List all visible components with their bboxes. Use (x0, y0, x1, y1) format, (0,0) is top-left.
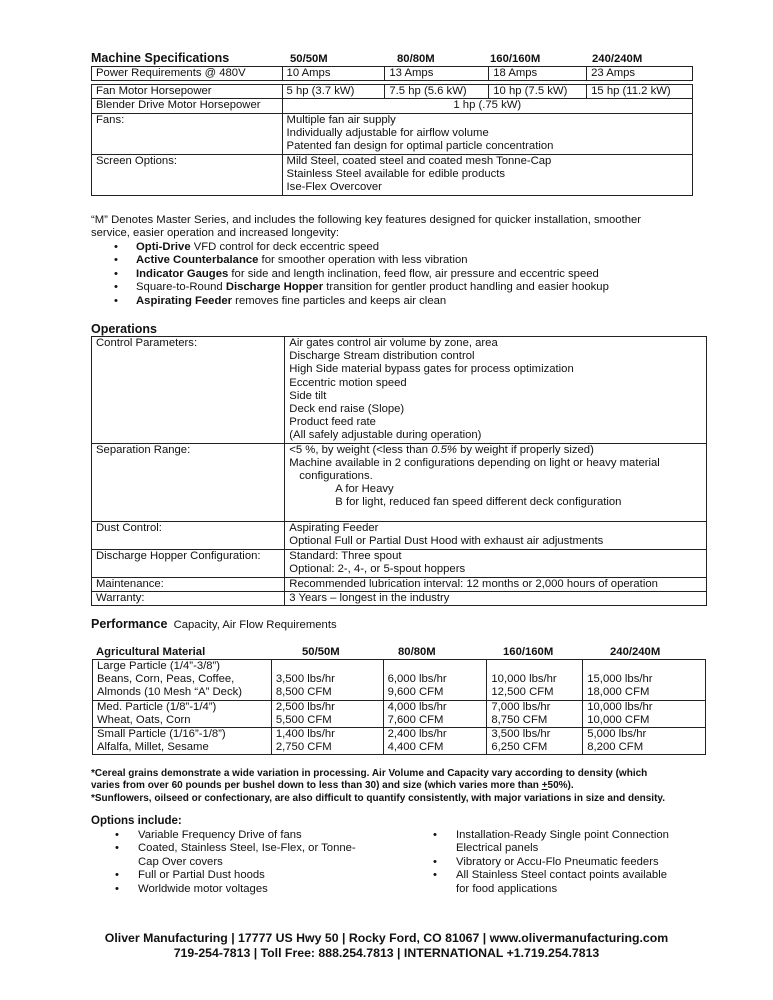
table-row (92, 577, 707, 591)
capacity-value: 3,500 lbs/hr (275, 673, 335, 686)
material-line: Med. Particle (1/8”-1/4”) (97, 700, 217, 713)
machine-col-160: 160/160M (490, 53, 541, 65)
list-item: • Vibratory or Accu-Flo Pneumatic feeders (409, 856, 669, 869)
options-list-right (409, 829, 669, 896)
capacity-value: 6,000 lbs/hr (387, 673, 447, 686)
warranty-value: 3 Years – longest in the industry (285, 591, 707, 605)
machine-col-50: 50/50M (290, 53, 328, 65)
table-row (92, 591, 707, 605)
operations-table (91, 336, 707, 606)
operations-heading: Operations (91, 322, 157, 336)
table-row (93, 728, 706, 755)
capacity-value: 10,000 lbs/hr (587, 700, 653, 713)
performance-heading: Performance (91, 617, 168, 631)
list-item: • All Stainless Steel contact points available (409, 869, 669, 882)
options-heading: Options include: (91, 815, 182, 827)
control-line: Discharge Stream distribution control (289, 350, 475, 363)
power-label: Power Requirements @ 480V (92, 67, 283, 81)
separation-line: <5 %, by weight (<less than 0.5% by weight if properly sized) (289, 443, 594, 456)
control-line: Air gates control air volume by zone, area (289, 337, 498, 349)
performance-subheading: Capacity, Air Flow Requirements (173, 619, 337, 631)
material-line: Wheat, Oats, Corn (97, 713, 191, 726)
fan-240: 15 hp (11.2 kW) (587, 85, 693, 99)
hopper-label: Discharge Hopper Configuration: (92, 549, 285, 577)
table-row (92, 154, 693, 195)
master-intro-line: service, easier operation and increased longevity: (91, 227, 340, 240)
fan-160: 10 hp (7.5 kW) (489, 85, 587, 99)
maint-value: Recommended lubrication interval: 12 months or 2,000 hours of operation (285, 577, 707, 591)
airflow-value: 5,500 CFM (275, 713, 332, 726)
control-line: Eccentric motion speed (289, 376, 407, 389)
master-intro-line: “M” Denotes Master Series, and includes the following key features designed for quicker installation, smoother (91, 214, 642, 226)
fans-line: Individually adjustable for airflow volume (286, 126, 489, 139)
maint-label: Maintenance: (92, 577, 285, 591)
master-intro (91, 214, 641, 241)
capacity-value: 3,500 lbs/hr (491, 728, 551, 741)
performance-heading-row (91, 617, 337, 631)
control-line: (All safely adjustable during operation) (289, 429, 482, 442)
fans-line: Multiple fan air supply (286, 113, 396, 126)
list-item: • Installation-Ready Single point Connection (409, 829, 669, 842)
footer-phone: 719-254-7813 | Toll Free: 888.254.7813 | INTERNATIONAL +1.719.254.7813 (173, 946, 600, 960)
list-item: • Opti-Drive VFD control for deck eccentric speed (91, 241, 609, 254)
list-item: for food applications (456, 882, 558, 895)
table-row (92, 337, 707, 444)
dust-line: Aspirating Feeder (289, 521, 379, 534)
perf-col-50: 50/50M (302, 646, 340, 658)
screen-line: Ise-Flex Overcover (286, 181, 382, 194)
table-row (92, 67, 693, 81)
separation-line: B for light, reduced fan speed different deck configuration (335, 496, 622, 509)
warranty-label: Warranty: (92, 591, 285, 605)
material-line: Almonds (10 Mesh “A” Deck) (97, 686, 243, 699)
note-line: *Cereal grains demonstrate a wide variation in processing. Air Volume and Capacity vary according to density (which (91, 768, 648, 779)
control-line: Deck end raise (Slope) (289, 403, 405, 416)
screen-label: Screen Options: (92, 154, 283, 195)
fan-50: 5 hp (3.7 kW) (282, 85, 385, 99)
airflow-value: 7,600 CFM (387, 713, 444, 726)
dust-line: Optional Full or Partial Dust Hood with exhaust air adjustments (289, 534, 604, 547)
capacity-value: 15,000 lbs/hr (587, 673, 653, 686)
power-240: 23 Amps (587, 67, 693, 81)
separation-line: Machine available in 2 configurations depending on light or heavy material (289, 456, 660, 469)
list-item: • Coated, Stainless Steel, Ise-Flex, or Tonne- (91, 842, 356, 855)
blender-value: 1 hp (.75 kW) (282, 99, 692, 113)
blender-label: Blender Drive Motor Horsepower (92, 99, 283, 113)
material-line: Small Particle (1/16”-1/8”) (97, 728, 226, 741)
table-row (92, 549, 707, 577)
separation-line: configurations. (299, 470, 373, 483)
airflow-value: 18,000 CFM (587, 686, 650, 699)
perf-col-80: 80/80M (398, 646, 436, 658)
performance-table (92, 659, 706, 755)
capacity-value: 2,400 lbs/hr (387, 728, 447, 741)
fan-label: Fan Motor Horsepower (92, 85, 283, 99)
hopper-line: Optional: 2-, 4-, or 5-spout hoppers (289, 562, 466, 575)
list-item: • Active Counterbalance for smoother operation with less vibration (91, 254, 609, 267)
separation-label: Separation Range: (92, 443, 285, 521)
control-line: Side tilt (289, 389, 327, 402)
dust-label: Dust Control: (92, 521, 285, 549)
separation-line: A for Heavy (335, 483, 394, 496)
fan-80: 7.5 hp (5.6 kW) (385, 85, 489, 99)
list-item: Electrical panels (456, 842, 539, 855)
control-line: Product feed rate (289, 416, 376, 429)
table-row (92, 113, 693, 154)
screen-line: Mild Steel, coated steel and coated mesh Tonne-Cap (286, 154, 552, 167)
power-50: 10 Amps (282, 67, 385, 81)
airflow-value: 8,200 CFM (587, 741, 644, 754)
hopper-line: Standard: Three spout (289, 549, 402, 562)
machine-specs-heading: Machine Specifications (91, 51, 230, 65)
airflow-value: 12,500 CFM (491, 686, 554, 699)
material-line: Large Particle (1/4”-3/8”) (97, 660, 221, 672)
master-feature-list (91, 241, 609, 308)
capacity-value: 2,500 lbs/hr (275, 700, 335, 713)
fans-label: Fans: (92, 113, 283, 154)
machine-col-240: 240/240M (592, 53, 643, 65)
airflow-value: 2,750 CFM (275, 741, 332, 754)
material-header: Agricultural Material (96, 646, 206, 658)
machine-col-80: 80/80M (397, 53, 435, 65)
table-row (93, 700, 706, 727)
airflow-value: 6,250 CFM (491, 741, 548, 754)
fans-line: Patented fan design for optimal particle concentration (286, 140, 554, 153)
airflow-value: 8,750 CFM (491, 713, 548, 726)
material-line: Beans, Corn, Peas, Coffee, (97, 673, 235, 686)
note-line: varies from over 60 pounds per bushel down to less than 30) and size (which varies more than +50%). (91, 780, 574, 792)
airflow-value: 9,600 CFM (387, 686, 444, 699)
footer-address: Oliver Manufacturing | 17777 US Hwy 50 | Rocky Ford, CO 81067 | www.olivermanufacturing.com (104, 931, 669, 945)
list-item: • Square-to-Round Discharge Hopper transition for gentler product handling and easier hookup (91, 281, 609, 294)
list-item: • Indicator Gauges for side and length inclination, feed flow, air pressure and eccentric speed (91, 268, 609, 281)
power-160: 18 Amps (489, 67, 587, 81)
options-list-left (91, 829, 356, 896)
machine-specs-table (91, 66, 693, 196)
control-label: Control Parameters: (92, 337, 285, 444)
capacity-value: 1,400 lbs/hr (275, 728, 335, 741)
airflow-value: 8,500 CFM (275, 686, 332, 699)
airflow-value: 10,000 CFM (587, 713, 650, 726)
control-line: High Side material bypass gates for process optimization (289, 363, 574, 376)
list-item: • Full or Partial Dust hoods (91, 869, 356, 882)
perf-col-240: 240/240M (610, 646, 661, 658)
power-80: 13 Amps (385, 67, 489, 81)
capacity-value: 10,000 lbs/hr (491, 673, 557, 686)
airflow-value: 4,400 CFM (387, 741, 444, 754)
performance-notes (91, 768, 665, 805)
list-item: • Aspirating Feeder removes fine particles and keeps air clean (91, 295, 609, 308)
capacity-value: 7,000 lbs/hr (491, 700, 551, 713)
note-line: *Sunflowers, oilseed or confectionary, are also difficult to quantify consistently, with major variations in size and density. (91, 792, 666, 804)
capacity-value: 4,000 lbs/hr (387, 700, 447, 713)
list-item: • Variable Frequency Drive of fans (91, 829, 356, 842)
perf-col-160: 160/160M (503, 646, 554, 658)
table-row (92, 99, 693, 113)
table-row (92, 521, 707, 549)
table-row (92, 85, 693, 99)
list-item: • Worldwide motor voltages (91, 883, 356, 896)
list-item: Cap Over covers (138, 855, 223, 868)
screen-line: Stainless Steel available for edible products (286, 167, 506, 180)
material-line: Alfalfa, Millet, Sesame (97, 741, 209, 754)
table-row (93, 660, 706, 701)
capacity-value: 5,000 lbs/hr (587, 728, 647, 741)
table-row (92, 443, 707, 521)
